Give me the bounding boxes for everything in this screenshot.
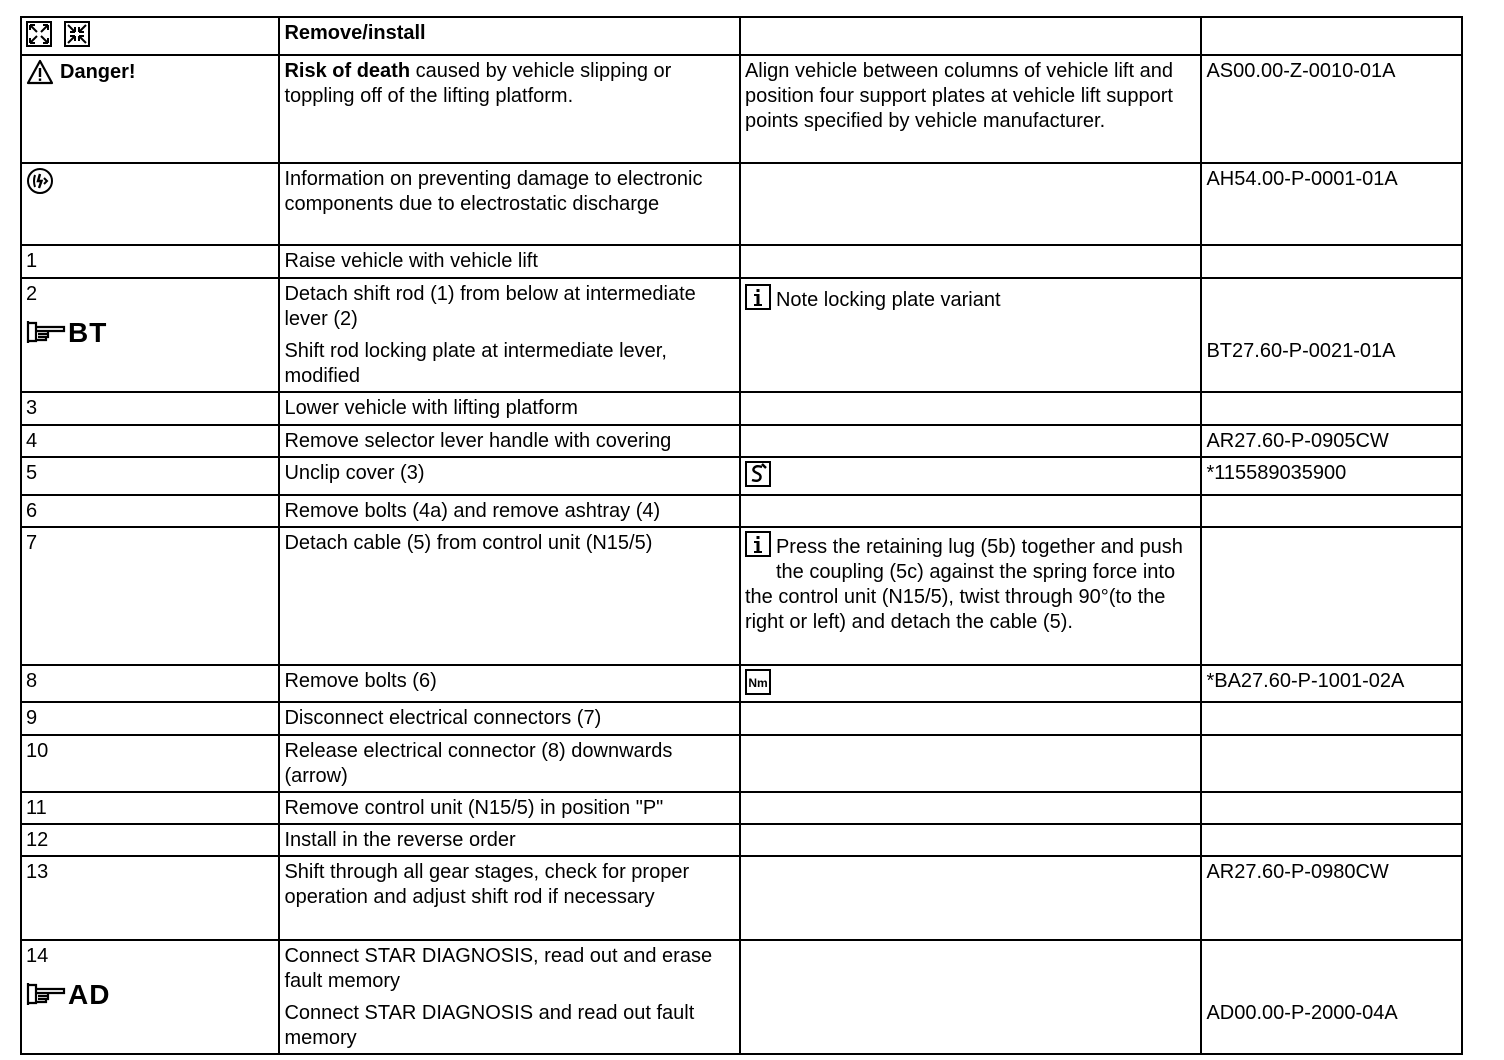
expand-icon[interactable] [26,21,52,47]
special-tool-icon [745,461,771,487]
esd-row [21,163,1462,245]
step-text: Raise vehicle with vehicle lift [279,245,740,278]
step-note [740,940,1202,1054]
step-note-cell [740,457,1202,495]
step-number: 1 [21,245,279,278]
table-row [21,856,1462,940]
step-text-cell [279,940,740,1054]
step-note-cell [740,527,1202,665]
danger-cell [21,55,279,163]
step-note [740,245,1202,278]
step-number: 3 [21,392,279,425]
step-note [740,792,1202,824]
step-text: Remove bolts (6) [279,665,740,702]
step-number: 5 [21,457,279,495]
step-number: 9 [21,702,279,735]
step-text: Detach cable (5) from control unit (N15/5) [279,527,740,665]
header-title: Remove/install [279,17,740,55]
step-ref[interactable]: BT27.60-P-0021-01A [1206,340,1396,362]
danger-note: Align vehicle between columns of vehicle lift and position four support plates at vehicle lift support points specified by vehicle manufacturer. [740,55,1202,163]
step-ref [1201,824,1462,856]
step-note [740,824,1202,856]
step-text-cell [279,278,740,392]
step-text: Install in the reverse order [279,824,740,856]
step-note [740,735,1202,792]
table-row [21,278,1462,392]
esd-icon-cell [21,163,279,245]
bt-text: Shift rod locking plate at intermediate lever, modified [284,340,667,387]
step-number: 11 [21,792,279,824]
esd-text: Information on preventing damage to electronic components due to electrostatic discharge [279,163,740,245]
step-note-cell [740,665,1202,702]
danger-row [21,55,1462,163]
step-ref [1201,495,1462,527]
step-note: Note locking plate variant [775,289,1001,311]
header-empty-4 [1201,17,1462,55]
header-icons-cell [21,17,279,55]
ad-reference [26,978,274,1010]
info-icon [745,284,771,310]
step-text: Connect STAR DIAGNOSIS, read out and erase fault memory [284,945,713,992]
table-row [21,665,1462,702]
table-row [21,495,1462,527]
bt-label: BT [68,316,108,348]
pointing-hand-icon [26,319,66,345]
ad-text: Connect STAR DIAGNOSIS and read out fault memory [284,1002,695,1049]
pointing-hand-icon [26,981,66,1007]
step-note [740,425,1202,457]
step-text: Shift through all gear stages, check for proper operation and adjust shift rod if necessary [279,856,740,940]
step-ref [1201,735,1462,792]
step-ref [1201,792,1462,824]
step-ref[interactable]: AD00.00-P-2000-04A [1206,1002,1398,1024]
step-number: 13 [21,856,279,940]
esd-note [740,163,1202,245]
esd-warning-icon [26,167,54,195]
table-row [21,457,1462,495]
table-row [21,527,1462,665]
info-icon [745,531,771,557]
header-row [21,17,1462,55]
step-number: 2 [26,283,38,305]
step-note: Press the retaining lug (5b) together and push the coupling (5c) against the spring force into the control unit (N15/5), twist through 90°(to the right or left) and detach the cable (5). [744,536,1183,633]
step-ref[interactable]: *BA27.60-P-1001-02A [1201,665,1462,702]
ad-label: AD [68,978,111,1010]
step-note [740,702,1202,735]
step-number: 14 [26,945,49,967]
step-ref[interactable]: *115589035900 [1201,457,1462,495]
danger-text: caused by vehicle slipping or toppling off of the lifting platform. [284,60,672,107]
step-ref[interactable]: AR27.60-P-0905CW [1201,425,1462,457]
step-number: 10 [21,735,279,792]
step-ref [1201,245,1462,278]
danger-ref[interactable]: AS00.00-Z-0010-01A [1201,55,1462,163]
step-text: Lower vehicle with lifting platform [279,392,740,425]
step-text: Unclip cover (3) [279,457,740,495]
table-row [21,792,1462,824]
danger-title: Risk of death [284,60,411,82]
table-row [21,425,1462,457]
step-number: 6 [21,495,279,527]
table-row [21,245,1462,278]
step-note [740,856,1202,940]
step-text: Disconnect electrical connectors (7) [279,702,740,735]
torque-nm-icon [745,669,771,695]
header-empty-3 [740,17,1202,55]
table-row [21,702,1462,735]
step-note [740,495,1202,527]
step-text: Remove selector lever handle with covering [279,425,740,457]
step-number: 7 [21,527,279,665]
step-text: Remove bolts (4a) and remove ashtray (4) [279,495,740,527]
step-ref-cell [1201,278,1462,392]
step-text: Remove control unit (N15/5) in position "P" [279,792,740,824]
table-row [21,824,1462,856]
procedure-table [20,16,1463,1055]
step-number: 4 [21,425,279,457]
esd-ref[interactable]: AH54.00-P-0001-01A [1201,163,1462,245]
table-row [21,940,1462,1054]
warning-triangle-icon [26,59,54,85]
torque-nm-label: Nm [748,676,768,690]
step-text: Detach shift rod (1) from below at intermediate lever (2) [284,283,696,330]
danger-text-cell [279,55,740,163]
step-ref[interactable]: AR27.60-P-0980CW [1201,856,1462,940]
step-ref [1201,392,1462,425]
table-row [21,735,1462,792]
table-row [21,392,1462,425]
step-ref [1201,527,1462,665]
collapse-icon[interactable] [64,21,90,47]
step-number-cell [21,278,279,392]
step-note [740,392,1202,425]
danger-label: Danger! [60,60,136,83]
step-text: Release electrical connector (8) downwards (arrow) [279,735,740,792]
step-number: 12 [21,824,279,856]
step-ref-cell [1201,940,1462,1054]
step-ref [1201,702,1462,735]
step-number-cell [21,940,279,1054]
bt-reference [26,316,274,348]
step-number: 8 [21,665,279,702]
step-note-cell [740,278,1202,392]
